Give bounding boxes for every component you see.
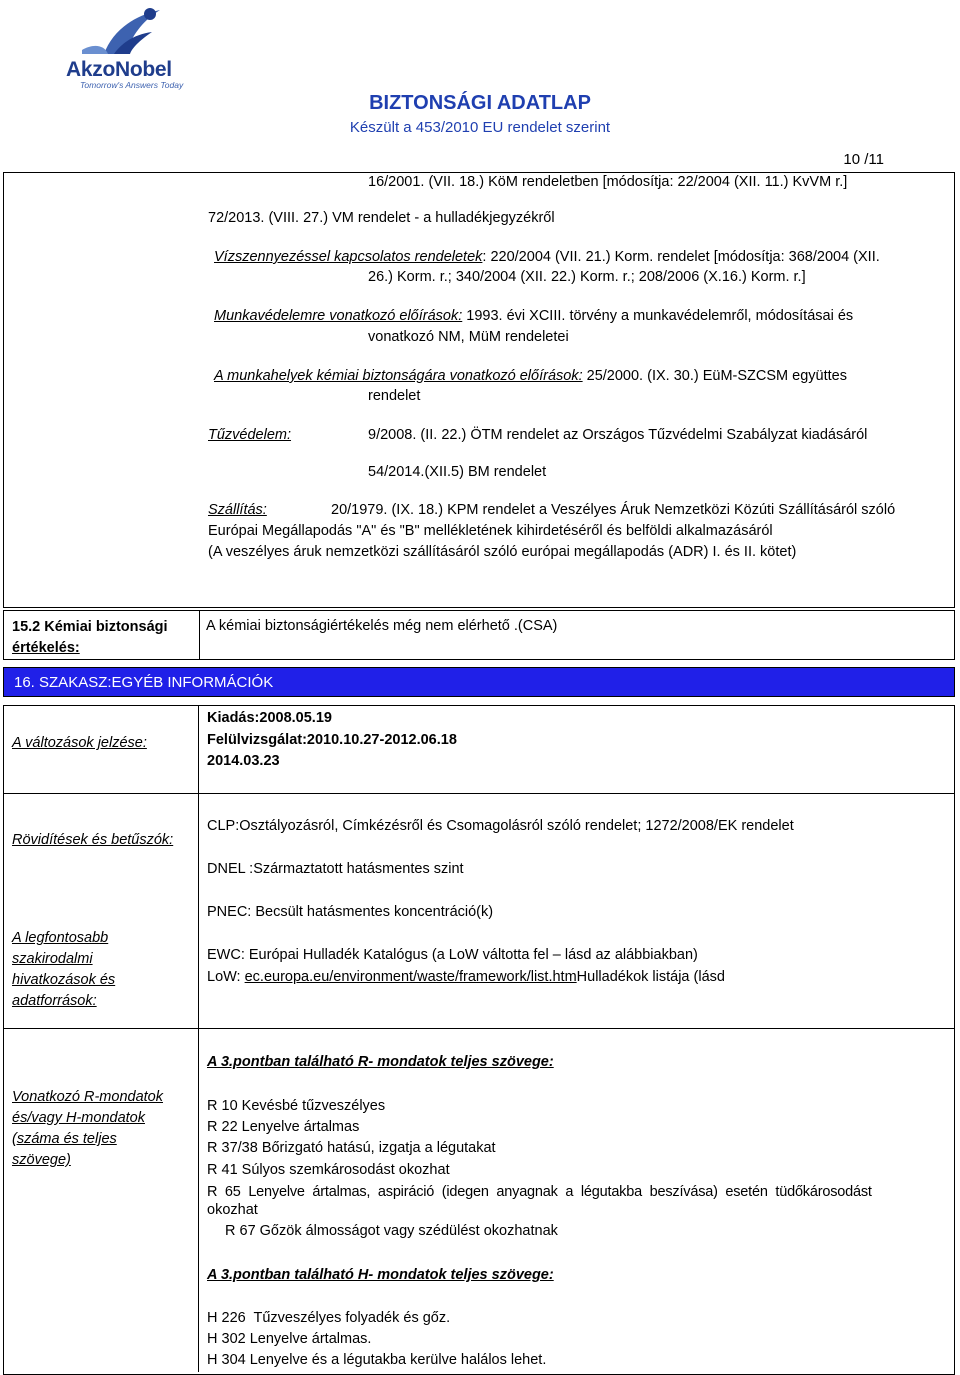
- abbr-clp: CLP:Osztályozásról, Címkézésről és Csomagolásról szóló rendelet; 1272/2008/EK rendelet: [207, 818, 794, 834]
- row-divider-2: [3, 1028, 955, 1029]
- transport-label: Szállítás:: [208, 502, 267, 518]
- chem-text: 25/2000. (IX. 30.) EüM-SZCSM együttes: [582, 368, 847, 384]
- abbr-ewc: EWC: Európai Hulladék Katalógus (a LoW váltotta fel – lásd az alábbiakban): [207, 947, 698, 963]
- refs-label-line: A legfontosabb: [12, 930, 109, 946]
- h-phrase: H 226 Tűzveszélyes folyadék és gőz.: [207, 1310, 451, 1326]
- rphr-label-line: Vonatkozó R-mondatok: [12, 1089, 163, 1105]
- work-text: 1993. évi XCIII. törvény a munkavédelemről, módosításai és: [462, 308, 854, 324]
- work-line2: vonatkozó NM, MüM rendeletei: [368, 329, 569, 345]
- document-subtitle: Készült a 453/2010 EU rendelet szerint: [349, 119, 611, 136]
- section-16-divider: [198, 705, 199, 1372]
- low-prefix: LoW:: [207, 969, 245, 985]
- refs-label-line: adatforrások:: [12, 993, 97, 1009]
- work-safety: [214, 308, 853, 324]
- h-phrase: H 304 Lenyelve és a légutakba kerülve halálos lehet.: [207, 1352, 547, 1368]
- logo-tagline: Tomorrow's Answers Today: [80, 80, 184, 90]
- abbr-label: Rövidítések és betűszók:: [12, 832, 174, 848]
- r-phrase-65: R 65 Lenyelve ártalmas, aspiráció (idegen anyagnak a légutakba beszívása) esetén tüdőkárosodást: [207, 1184, 872, 1200]
- review-dates: Felülvizsgálat:2010.10.27-2012.06.18: [207, 732, 457, 748]
- row-divider-1: [3, 793, 955, 794]
- s152-label: [12, 617, 168, 659]
- logo-emblem-icon: [52, 4, 200, 64]
- page-number: 10 /11: [843, 151, 884, 168]
- water-line2: 26.) Korm. r.; 340/2004 (XII. 22.) Korm. r.; 208/2006 (X.16.) Korm. r.]: [368, 269, 806, 285]
- low-link[interactable]: ec.europa.eu/environment/waste/framework/list.htm: [244, 969, 577, 985]
- changes-label: A változások jelzése:: [12, 735, 147, 751]
- vm-line: 72/2013. (VIII. 27.) VM rendelet - a hulladékjegyzékről: [208, 210, 555, 226]
- abbr-pnec: PNEC: Becsült hatásmentes koncentráció(k): [207, 904, 494, 920]
- water-label: Vízszennyezéssel kapcsolatos rendeletek: [214, 249, 483, 265]
- logo-wordmark: AkzoNobel: [66, 58, 172, 81]
- work-label: Munkavédelemre vonatkozó előírások:: [214, 308, 463, 324]
- chem-label: A munkahelyek kémiai biztonságára vonatkozó előírások:: [214, 368, 583, 384]
- r-phrase: R 41 Súlyos szemkárosodást okozhat: [207, 1162, 450, 1178]
- document-title: BIZTONSÁGI ADATLAP: [369, 92, 591, 114]
- legal-box: [3, 172, 955, 608]
- water-regulations: [214, 249, 880, 265]
- chem-safety: [214, 368, 847, 384]
- issued-date: Kiadás:2008.05.19: [207, 710, 332, 726]
- r-phrase: R 10 Kevésbé tűzveszélyes: [207, 1098, 386, 1114]
- rphr-label-line: szövege): [12, 1152, 71, 1168]
- chem-line2: rendelet: [368, 388, 421, 404]
- abbr-low: [207, 969, 725, 985]
- rphr-label: [12, 1087, 163, 1171]
- abbr-dnel: DNEL :Származtatott hatásmentes szint: [207, 861, 464, 877]
- refs-label-line: szakirodalmi: [12, 951, 93, 967]
- transport-line2: Európai Megállapodás "A" és "B" mellékletének kihirdetéséről és belföldi alkalmazásáról: [208, 523, 773, 539]
- transport-line1: 20/1979. (IX. 18.) KPM rendelet a Veszélyes Áruk Nemzetközi Közúti Szállításáról szóló: [331, 502, 896, 518]
- fire-label: Tűzvédelem:: [208, 427, 292, 443]
- r-phrase-65-cont: okozhat: [207, 1202, 258, 1218]
- r-phrase: R 37/38 Bőrizgató hatású, izgatja a légutakat: [207, 1140, 496, 1156]
- section-16-header: 16. SZAKASZ:EGYÉB INFORMÁCIÓK: [3, 667, 955, 697]
- s152-text: A kémiai biztonságiértékelés még nem elérhető .(CSA): [206, 618, 558, 634]
- water-text: : 220/2004 (VII. 21.) Korm. rendelet [módosítja: 368/2004 (XII.: [482, 249, 880, 265]
- s152-label-line1: 15.2 Kémiai biztonsági: [12, 619, 168, 635]
- transport-line3: (A veszélyes áruk nemzetközi szállításáról szóló európai megállapodás (ADR) I. és II. kötet): [208, 544, 797, 560]
- r-phrase: R 22 Lenyelve ártalmas: [207, 1119, 360, 1135]
- h-phrases-heading: A 3.pontban található H- mondatok teljes szövege:: [207, 1267, 554, 1283]
- low-suffix: Hulladékok listája (lásd: [576, 969, 725, 985]
- h-phrase: H 302 Lenyelve ártalmas.: [207, 1331, 372, 1347]
- r-phrases-heading: A 3.pontban található R- mondatok teljes szövege:: [207, 1054, 554, 1070]
- r-phrase-67: R 67 Gőzök álmosságot vagy szédülést okozhatnak: [225, 1223, 558, 1239]
- fire-line2: 54/2014.(XII.5) BM rendelet: [368, 464, 547, 480]
- refs-label: [12, 928, 115, 1012]
- fire-line1: 9/2008. (II. 22.) ÖTM rendelet az Országos Tűzvédelmi Szabályzat kiadásáról: [368, 427, 868, 443]
- refs-label-line: hivatkozások és: [12, 972, 116, 988]
- rphr-label-line: (száma és teljes: [12, 1131, 117, 1147]
- rphr-label-line: és/vagy H-mondatok: [12, 1110, 145, 1126]
- review-dates-2: 2014.03.23: [207, 753, 280, 769]
- s152-label-line2: értékelés:: [12, 640, 80, 656]
- kvvm-line: 16/2001. (VII. 18.) KöM rendeletben [módosítja: 22/2004 (XII. 11.) KvVM r.]: [368, 174, 848, 190]
